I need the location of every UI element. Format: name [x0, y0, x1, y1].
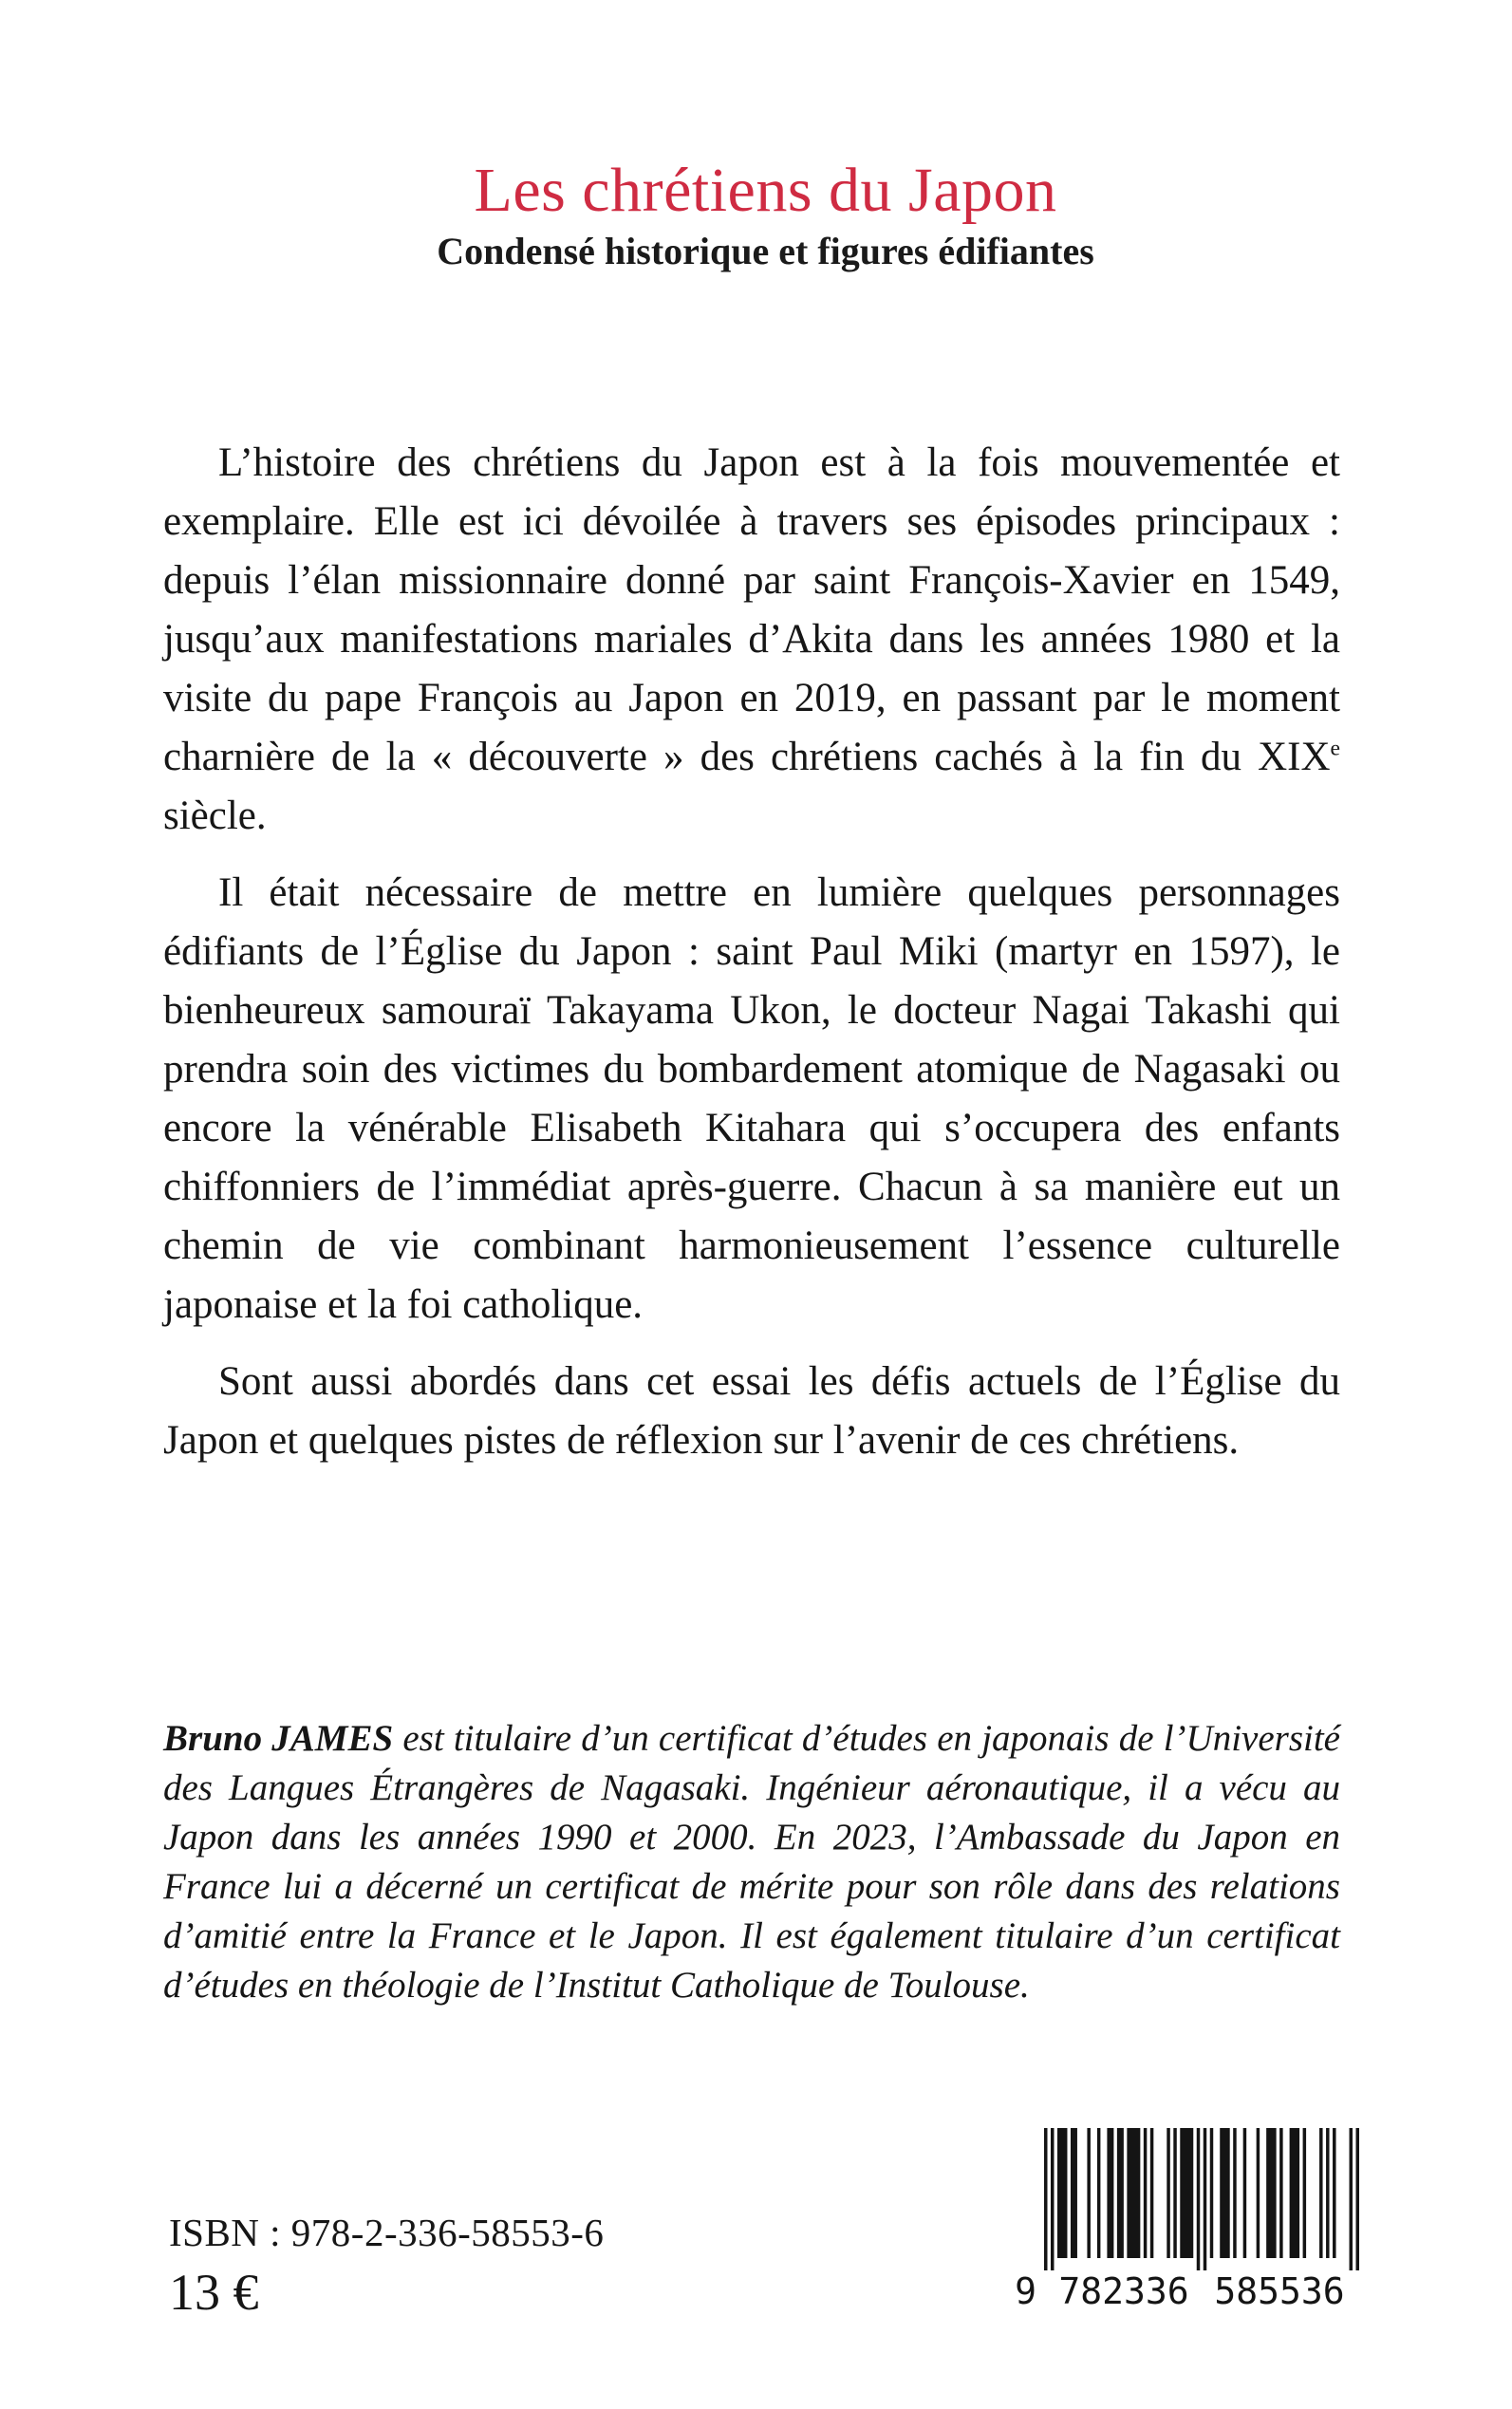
- barcode-svg: [1015, 2128, 1359, 2312]
- book-subtitle: Condensé historique et figures édifiantes: [437, 230, 1094, 273]
- barcode: [1015, 2128, 1359, 2312]
- isbn-label: ISBN : 978-2-336-58553-6: [169, 2211, 605, 2254]
- synopsis: [163, 434, 1340, 1488]
- author-name: Bruno JAMES: [163, 1718, 394, 1759]
- century-superscript: e: [1330, 736, 1340, 761]
- synopsis-paragraph-1-text: L’histoire des chrétiens du Japon est à la fois mouvementée et exemplaire. Elle est ici dévoilée à travers ses épisodes principaux : depuis l’élan missionnaire donné par saint François-Xavier en 1549, jusqu’aux manifestations mariales d’Akita dans les années 1980 et la visite du pape François au Japon en 2019, en passant par le moment charnière de la « découverte » des chrétiens cachés à la fin du XIX: [163, 440, 1340, 779]
- barcode-digits-group1: 782336: [1058, 2270, 1189, 2312]
- synopsis-paragraph-1: [163, 434, 1340, 846]
- author-bio: [163, 1714, 1340, 2010]
- barcode-digits-group2: 585536: [1214, 2270, 1345, 2312]
- book-title: Les chrétiens du Japon: [474, 156, 1057, 226]
- synopsis-paragraph-3: Sont aussi abordés dans cet essai les défis actuels de l’Église du Japon et quelques pistes de réflexion sur l’avenir de ces chrétiens.: [163, 1359, 1340, 1463]
- price-label: 13 €: [169, 2264, 259, 2321]
- barcode-bars: [1044, 2128, 1359, 2270]
- synopsis-paragraph-1-tail: siècle.: [163, 794, 267, 838]
- synopsis-paragraph-2: Il était nécessaire de mettre en lumière quelques personnages édifiants de l’Église du Japon : saint Paul Miki (martyr en 1597), le bienheureux samouraï Takayama Ukon, le docteur Nagai Takashi qui prendra soin des victimes du bombardement atomique de Nagasaki ou encore la vénérable Elisabeth Kitahara qui s’occupera des enfants chiffonniers de l’immédiat après-guerre. Chacun à sa manière eut un chemin de vie combinant harmonieusement l’essence culturelle japonaise et la foi catholique.: [163, 870, 1340, 1327]
- barcode-digit-left: 9: [1015, 2270, 1036, 2312]
- author-bio-text: est titulaire d’un certificat d’études en japonais de l’Université des Langues Étrangères de Nagasaki. Ingénieur aéronautique, il a vécu au Japon dans les années 1990 et 2000. En 2023, l’Ambassade du Japon en France lui a décerné un certificat de mérite pour son rôle dans des relations d’amitié entre la France et le Japon. Il est également titulaire d’un certificat d’études en théologie de l’Institut Catholique de Toulouse.: [163, 1718, 1340, 2006]
